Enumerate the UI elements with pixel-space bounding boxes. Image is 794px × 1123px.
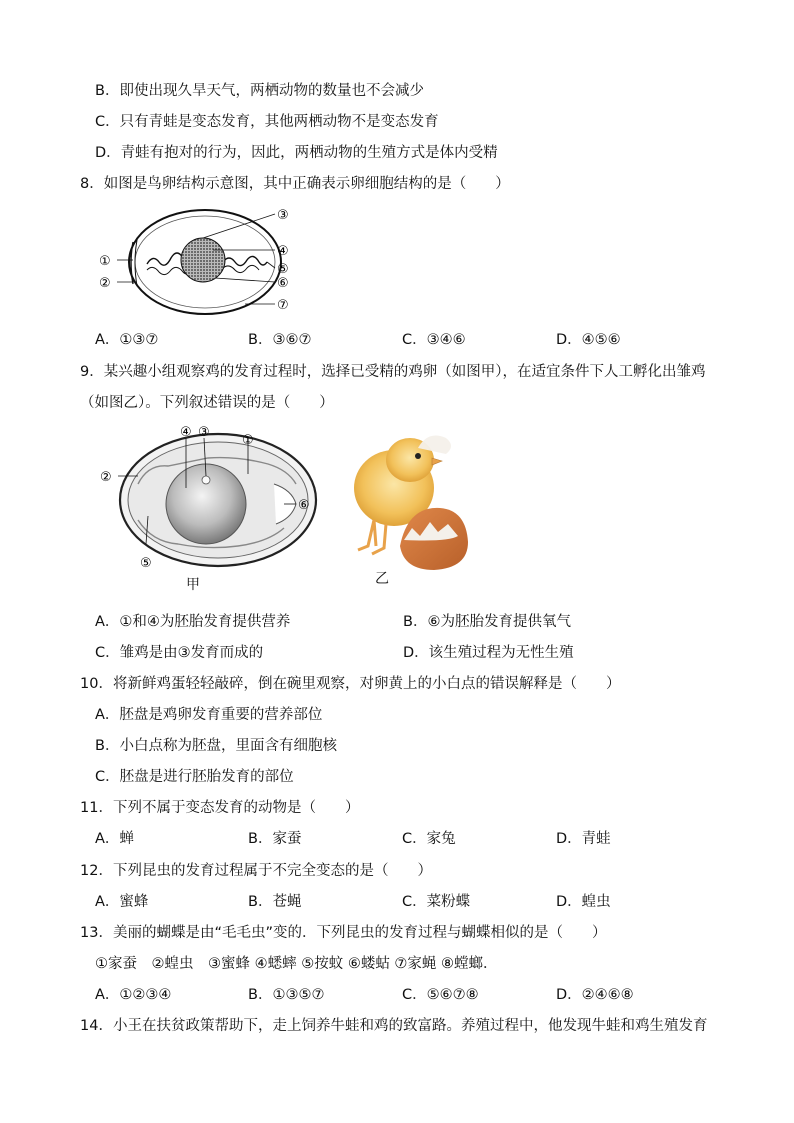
- q9-stem-line2: （如图乙）。下列叙述错误的是（ ）: [80, 395, 334, 411]
- bird-egg-diagram: [95, 200, 315, 320]
- q7-option-b: B．即使出现久旱天气，两栖动物的数量也不会减少: [95, 83, 424, 99]
- fig9-caption-jia: 甲: [186, 577, 200, 593]
- q13-option-a: A．①②③④: [95, 987, 172, 1003]
- fig8-label-3: ③: [277, 208, 289, 223]
- q8-option-a: A．①③⑦: [95, 332, 159, 348]
- q7-option-c: C．只有青蛙是变态发育，其他两栖动物不是变态发育: [95, 114, 439, 130]
- q11-option-a: A．蝉: [95, 831, 134, 847]
- q12-option-d: D．蝗虫: [556, 894, 611, 910]
- fig9-label-5: ⑤: [140, 556, 152, 571]
- q9-option-d: D．该生殖过程为无性生殖: [403, 645, 574, 661]
- q8-option-c: C．③④⑥: [402, 332, 466, 348]
- q11-option-b: B．家蚕: [248, 831, 302, 847]
- q11-option-c: C．家兔: [402, 831, 456, 847]
- q13-insect-list: ①家蚕 ②蝗虫 ③蜜蜂 ④蟋蟀 ⑤按蚊 ⑥蝼蛄 ⑦家蝇 ⑧螳螂．: [95, 956, 498, 972]
- q13-option-d: D．②④⑥⑧: [556, 987, 634, 1003]
- q11-stem: 11．下列不属于变态发育的动物是（ ）: [80, 800, 360, 816]
- chicken-egg-diagram: [98, 424, 328, 584]
- fig9-label-4: ④: [180, 425, 192, 440]
- fig8-label-6: ⑥: [277, 276, 289, 291]
- fig9-caption-yi: 乙: [375, 571, 389, 587]
- q12-option-b: B．苍蝇: [248, 894, 302, 910]
- chick-hatching-photo: [334, 428, 474, 576]
- fig9-label-3: ③: [198, 425, 210, 440]
- q10-option-a: A．胚盘是鸡卵发育重要的营养部位: [95, 707, 323, 723]
- q13-option-b: B．①③⑤⑦: [248, 987, 325, 1003]
- q9-option-a: A．①和④为胚胎发育提供营养: [95, 614, 291, 630]
- fig8-label-1: ①: [99, 254, 111, 269]
- q14-stem: 14．小王在扶贫政策帮助下，走上饲养牛蛙和鸡的致富路。养殖过程中，他发现牛蛙和鸡生殖发育: [80, 1018, 708, 1034]
- fig9-label-6: ⑥: [298, 498, 310, 513]
- fig8-label-4: ④: [277, 244, 289, 259]
- fig8-label-5: ⑤: [277, 262, 289, 277]
- q9-option-b: B．⑥为胚胎发育提供氧气: [403, 614, 571, 630]
- q12-option-a: A．蜜蜂: [95, 894, 149, 910]
- q13-stem: 13．美丽的蝴蝶是由“毛毛虫”变的．下列昆虫的发育过程与蝴蝶相似的是（ ）: [80, 925, 607, 941]
- q8-option-d: D．④⑤⑥: [556, 332, 621, 348]
- fig9-label-2: ②: [100, 470, 112, 485]
- fig8-label-2: ②: [99, 276, 111, 291]
- q9-option-c: C．雏鸡是由③发育而成的: [95, 645, 264, 661]
- fig9-label-1: ①: [242, 433, 254, 448]
- q8-stem: 8．如图是鸟卵结构示意图，其中正确表示卵细胞结构的是（ ）: [80, 176, 510, 192]
- q11-option-d: D．青蛙: [556, 831, 611, 847]
- q13-option-c: C．⑤⑥⑦⑧: [402, 987, 479, 1003]
- q10-stem: 10．将新鲜鸡蛋轻轻敲碎，倒在碗里观察，对卵黄上的小白点的错误解释是（ ）: [80, 676, 621, 692]
- q12-option-c: C．菜粉蝶: [402, 894, 471, 910]
- fig8-label-7: ⑦: [277, 298, 289, 313]
- q10-option-c: C．胚盘是进行胚胎发育的部位: [95, 769, 294, 785]
- q7-option-d: D．青蛙有抱对的行为，因此，两栖动物的生殖方式是体内受精: [95, 145, 498, 161]
- q9-stem-line1: 9．某兴趣小组观察鸡的发育过程时，选择已受精的鸡卵（如图甲），在适宜条件下人工孵化出雏鸡: [80, 364, 706, 380]
- q8-option-b: B．③⑥⑦: [248, 332, 312, 348]
- q12-stem: 12．下列昆虫的发育过程属于不完全变态的是（ ）: [80, 863, 432, 879]
- q10-option-b: B．小白点称为胚盘，里面含有细胞核: [95, 738, 337, 754]
